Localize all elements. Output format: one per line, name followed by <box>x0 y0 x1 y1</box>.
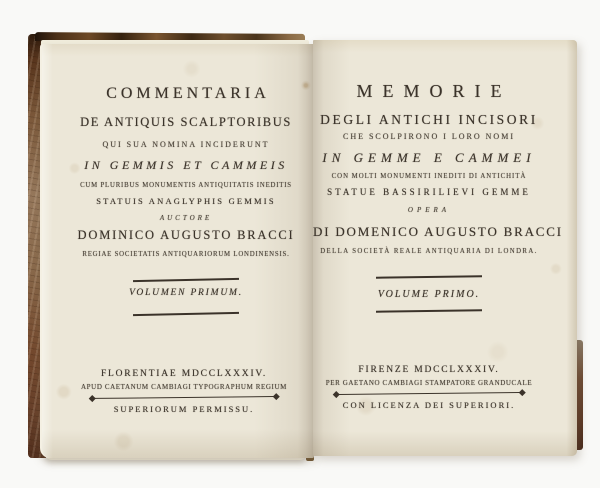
right-page-subject: IN GEMME E CAMMEI <box>322 150 536 166</box>
right-page-imprint-license: CON LICENZA DEI SUPERIORI. <box>342 399 516 410</box>
left-page-imprint <box>42 370 314 414</box>
ornament-bar <box>94 396 273 399</box>
left-page-affiliation: REGIAE SOCIETATIS ANTIQUARIORUM LONDINENSIS. <box>82 251 290 259</box>
right-page-subtitle: DEGLI ANTICHI INCISORI <box>320 111 538 127</box>
right-page-motto: CHE SCOLPIRONO I LORO NOMI <box>342 132 515 142</box>
left-page-imprint-city: FLORENTIAE MDCCLXXXIV. <box>100 369 268 379</box>
left-page-byline-label: AUCTORE <box>159 213 213 222</box>
right-page-detail2: STATUE BASSIRILIEVI GEMME <box>327 187 531 198</box>
right-page-title: MEMORIE <box>356 81 512 101</box>
right-page-ornamental-rule <box>334 390 524 396</box>
right-page-imprint-printer: PER GAETANO CAMBIAGI STAMPATORE GRANDUCALE <box>325 378 533 387</box>
right-page-imprint <box>313 366 577 410</box>
right-page-affiliation: DELLA SOCIETÀ REALE ANTIQUARIA DI LONDRA. <box>320 247 538 255</box>
right-page <box>313 40 577 456</box>
right-page-imprint-city: FIRENZE MDCCLXXXIV. <box>358 365 500 375</box>
left-page-imprint-license: SUPERIORUM PERMISSU. <box>113 403 255 414</box>
left-page-rule-top <box>133 277 239 281</box>
right-page-content <box>313 40 577 311</box>
book-board-edge <box>577 340 583 450</box>
left-page-title: COMMENTARIA <box>106 85 270 102</box>
right-page-byline-label: OPERA <box>407 205 451 214</box>
ornament-diamond-icon <box>89 395 95 401</box>
left-page-detail: CUM PLURIBUS MONUMENTIS ANTIQUITATIS INEDITIS <box>80 181 292 189</box>
left-page-content <box>42 44 314 315</box>
ornament-bar <box>338 392 519 395</box>
right-page-author: DI DOMENICO AUGUSTO BRACCI <box>313 224 563 239</box>
left-page <box>40 44 314 458</box>
left-page-volume: VOLUMEN PRIMUM. <box>129 288 243 299</box>
left-page-detail2: STATUIS ANAGLYPHIS GEMMIS <box>96 196 276 207</box>
left-page-imprint-printer: APUD CAETANUM CAMBIAGI TYPOGRAPHUM REGIUM <box>81 382 287 391</box>
left-page-rule-bottom <box>133 312 239 316</box>
left-page-motto: QUI SUA NOMINA INCIDERUNT <box>102 139 270 149</box>
left-page-ornamental-rule <box>90 394 278 400</box>
ornament-diamond-icon <box>519 389 525 395</box>
left-page-subtitle: DE ANTIQUIS SCALPTORIBUS <box>80 114 292 129</box>
left-page-author: DOMINICO AUGUSTO BRACCI <box>77 228 295 243</box>
left-page-subject: IN GEMMIS ET CAMMEIS <box>84 158 288 173</box>
right-page-rule-bottom <box>376 309 482 312</box>
ornament-diamond-icon <box>333 391 339 397</box>
right-page-volume: VOLUME PRIMO. <box>377 289 481 301</box>
right-page-detail: CON MOLTI MONUMENTI INEDITI DI ANTICHITÀ <box>331 173 527 181</box>
ornament-diamond-icon <box>273 393 279 399</box>
right-page-rule-top <box>376 275 482 278</box>
